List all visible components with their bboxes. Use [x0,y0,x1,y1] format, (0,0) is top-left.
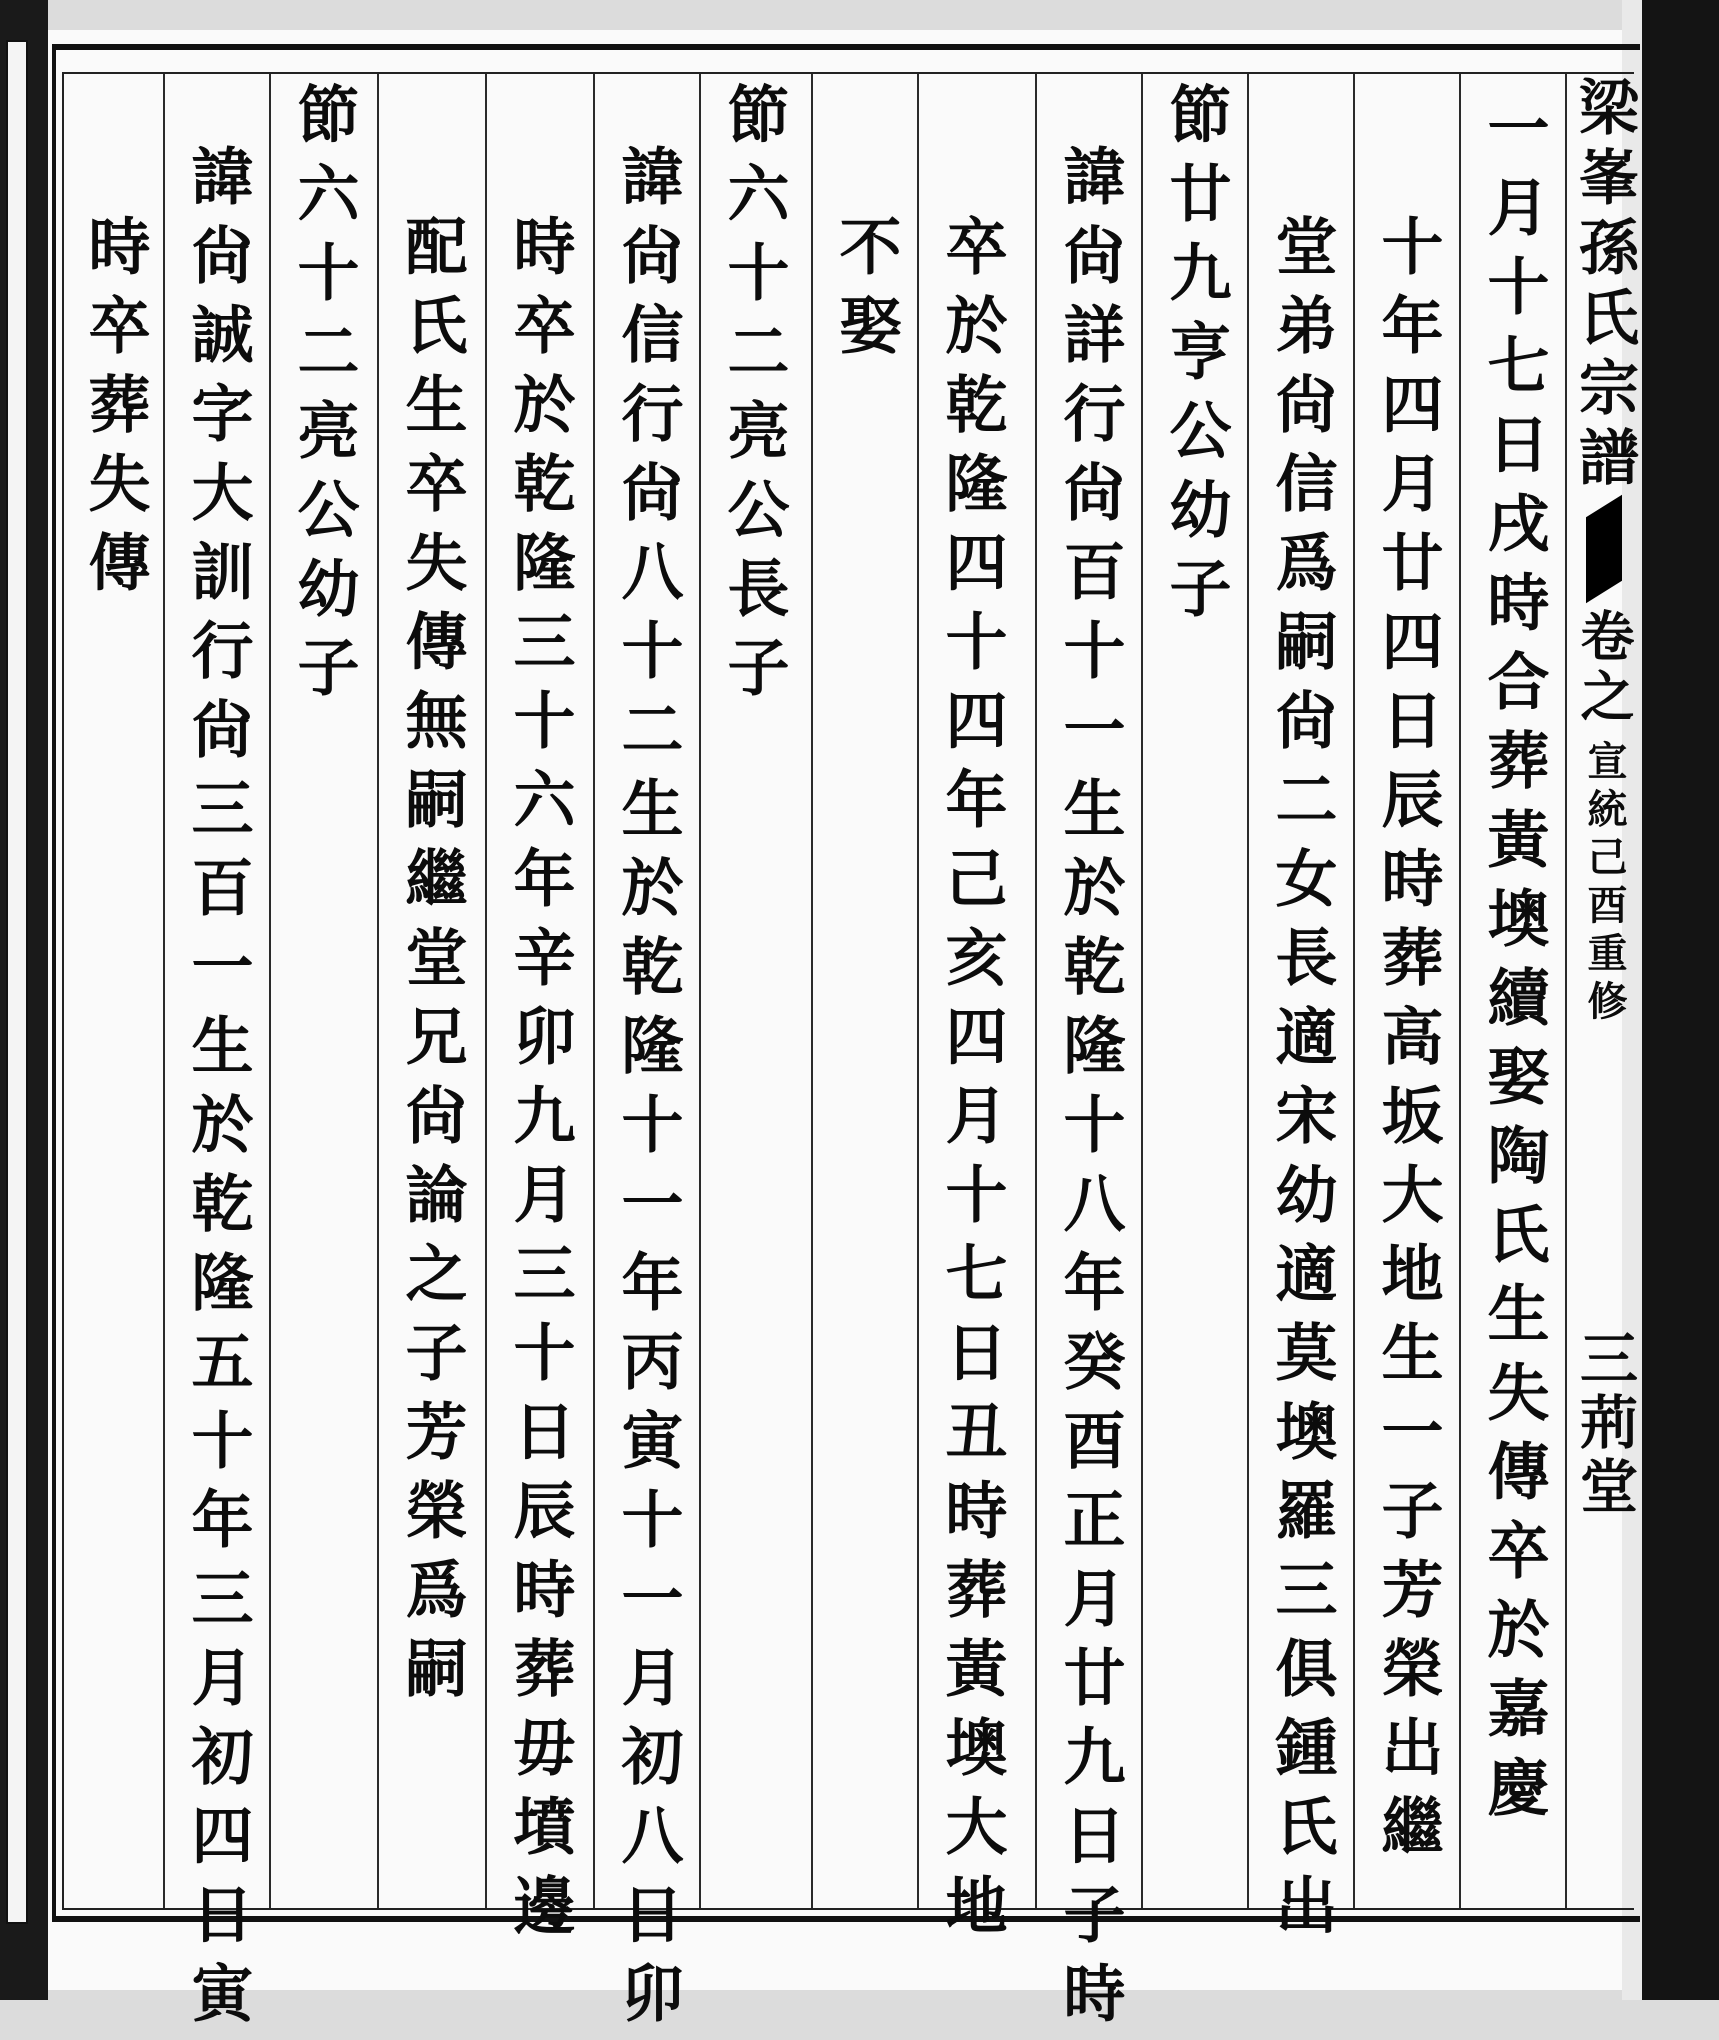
record-text: 卒於乾隆四十四年己亥四月十七日丑時葬黃墺大地 [935,214,1008,1952]
text-column-11 [379,74,483,1908]
text-column-14 [62,74,166,1908]
hall-name: 三荊堂 [1570,1328,1638,1520]
record-text: 時卒葬失傳 [78,214,151,609]
text-column-2 [1355,74,1459,1908]
text-column-10 [487,74,591,1952]
text-column-8 [701,74,805,1908]
book-title: 梁峯孫氏宗譜 [1569,76,1639,496]
generation-heading: 節六十二亮公長子 [717,82,790,714]
text-column-1 [1461,74,1565,1908]
fish-tail-mark [1586,495,1622,603]
record-text: 堂弟尙信爲嗣尙二女長適宋幼適莫墺羅三俱鍾氏出 [1265,214,1338,1952]
book-spine [0,0,48,2000]
text-column-9 [595,74,699,2040]
volume-label: 卷之 [1572,608,1636,728]
generation-heading: 節廿九亨公幼子 [1159,82,1232,635]
spine-edge [6,40,28,1924]
record-text: 諱尙誠字大訓行尙三百一生於乾隆五十年三月初四日寅 [181,144,254,2040]
record-text: 諱尙詳行尙百十一生於乾隆十八年癸酉正月廿九日子時 [1053,144,1126,2040]
record-text: 諱尙信行尙八十二生於乾隆十一年丙寅十一月初八日卯 [611,144,684,2040]
record-text: 十年四月廿四日辰時葬高坂大地生一子芳榮出繼 [1371,214,1444,1873]
text-column-3 [1249,74,1353,1952]
text-column-5 [1037,74,1141,2040]
text-column-7 [813,74,917,1908]
text-column-6 [919,74,1023,1952]
margin-title-column [1567,76,1641,1910]
generation-heading: 節六十二亮公幼子 [287,82,360,714]
record-text: 時卒於乾隆三十六年辛卯九月三十日辰時葬毋墳邊 [503,214,576,1952]
text-column-4 [1143,74,1247,1908]
text-column-13 [165,74,269,2040]
record-text: 配氏生卒失傳無嗣繼堂兄尙論之子芳榮爲嗣 [395,214,468,1715]
record-text: 不娶 [829,214,902,372]
book-right-edge [1642,0,1719,2000]
text-column-12 [271,74,375,1908]
record-text: 一月十七日戌時合葬黃墺續娶陶氏生失傳卒於嘉慶 [1477,96,1550,1834]
edition-label: 宣統己酉重修 [1581,740,1628,1028]
